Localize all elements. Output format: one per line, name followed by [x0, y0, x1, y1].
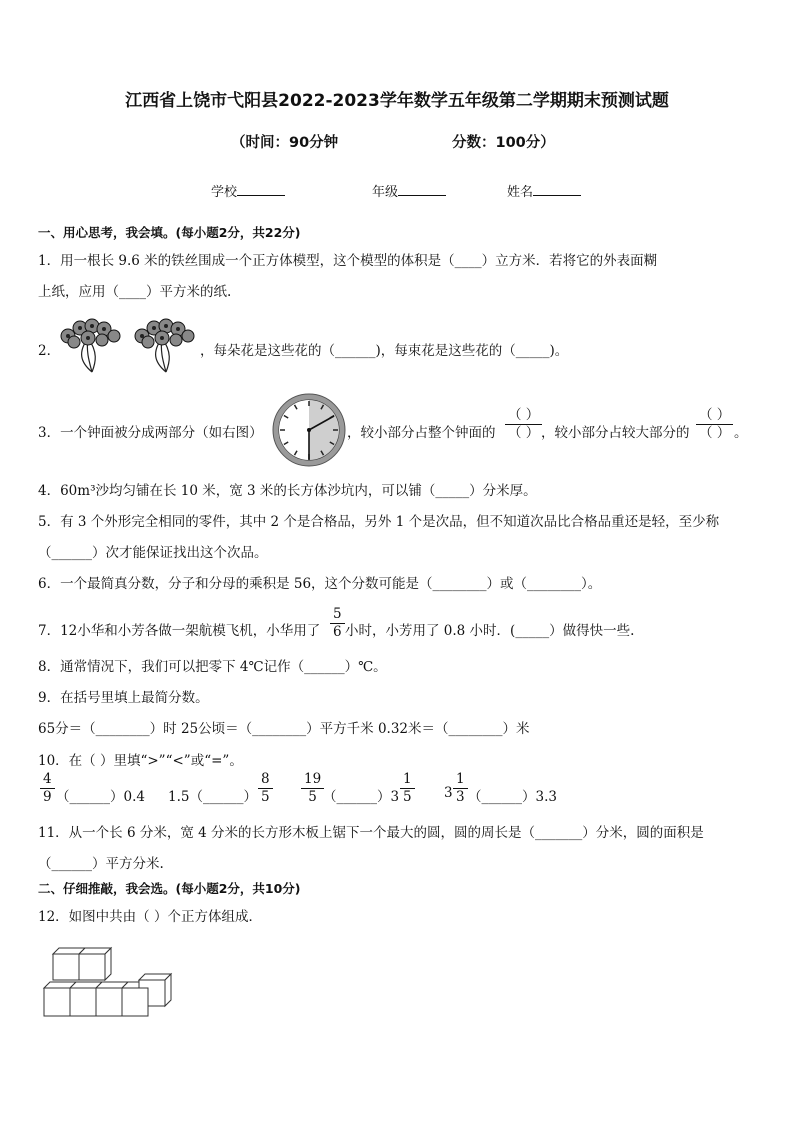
- question-9-items: 65分＝（________）时 25公顷＝（________）平方千米 0.32米＝（________）米: [38, 721, 530, 737]
- school-blank[interactable]: [237, 183, 285, 196]
- q10-b-left: 1.5（______）: [168, 789, 257, 805]
- question-11-line-2: （______）平方分米.: [38, 856, 164, 872]
- question-6: 6．一个最简真分数，分子和分母的乘积是 56，这个分数可能是（________）或（________）。: [38, 576, 602, 592]
- fraction-1-denominator[interactable]: （ ）: [508, 425, 540, 441]
- question-7-fraction: $\frac{5}{6}$: [328, 607, 347, 640]
- section-2-heading: 二、仔细推敲，我会选。(每小题2分，共10分): [38, 881, 301, 896]
- question-2-number: 2．: [38, 343, 61, 359]
- q10-d-fraction: $\frac{1}{3}$: [451, 772, 470, 805]
- exam-score: 分数：100分）: [452, 135, 555, 151]
- question-3-middle-2: ，较小部分占较大部分的: [541, 425, 690, 441]
- question-10: 10．在（ ）里填“>”“<”或“=”。: [38, 753, 243, 769]
- question-3-end: 。: [734, 425, 748, 441]
- q10-a-fraction: $\frac{4}{9}$: [38, 772, 57, 805]
- grade-field: [372, 181, 446, 200]
- question-2-text: ，每朵花是这些花的（______)，每束花是这些花的（_____)。: [200, 343, 569, 359]
- question-3-prefix: 3．一个钟面被分成两部分（如右图）: [38, 425, 263, 441]
- school-field: [211, 181, 285, 200]
- page-title: 江西省上饶市弋阳县2022-2023学年数学五年级第二学期期末预测试题: [125, 91, 669, 111]
- fraction-2-numerator[interactable]: （ ）: [699, 407, 731, 423]
- question-5-line-2: （______）次才能保证找出这个次品。: [38, 545, 268, 561]
- question-7-suffix: 小时，小芳用了 0.8 小时．(_____）做得快一些.: [345, 623, 635, 639]
- question-1-line-2: 上纸，应用（____）平方米的纸.: [38, 284, 232, 300]
- q10-a-rest: （______）0.4: [56, 789, 145, 805]
- cubes-figure: [42, 944, 182, 1018]
- clock-face-image: [271, 392, 347, 468]
- question-11-line-1: 11．从一个长 6 分米，宽 4 分米的长方形木板上锯下一个最大的圆，圆的周长是（_______）分米，圆的面积是: [38, 825, 704, 841]
- question-7-prefix: 7．12小华和小芳各做一架航模飞机，小华用了: [38, 623, 321, 639]
- question-3-fraction-1: [503, 408, 544, 441]
- flower-bouquets-image: [56, 316, 202, 374]
- q10-c-mixed-fraction: $\frac{1}{5}$: [398, 772, 417, 805]
- fraction-1-numerator[interactable]: （ ）: [508, 407, 540, 423]
- name-field: [507, 181, 581, 200]
- grade-label: 年级: [372, 185, 399, 200]
- question-8: 8．通常情况下，我们可以把零下 4℃记作（______）℃。: [38, 659, 387, 675]
- grade-blank[interactable]: [398, 183, 446, 196]
- section-1-heading: 一、用心思考，我会填。(每小题2分，共22分): [38, 225, 301, 240]
- exam-time: （时间：90分钟: [231, 135, 339, 151]
- question-4: 4．60m³沙均匀铺在长 10 米，宽 3 米的长方体沙坑内，可以铺（_____）分米厚。: [38, 483, 537, 499]
- question-9: 9．在括号里填上最简分数。: [38, 690, 209, 706]
- fraction-2-denominator[interactable]: （ ）: [699, 425, 731, 441]
- question-12: 12．如图中共由（ ）个正方体组成．: [38, 909, 262, 925]
- q10-d-rest: （______）3.3: [468, 789, 557, 805]
- school-label: 学校: [211, 185, 238, 200]
- q10-d-whole: 3: [444, 785, 453, 801]
- question-5-line-1: 5．有 3 个外形完全相同的零件，其中 2 个是合格品，另外 1 个是次品，但不知道次品比合格品重还是轻，至少称: [38, 514, 720, 530]
- name-label: 姓名: [507, 185, 534, 200]
- question-3-middle: ，较小部分占整个钟面的: [347, 425, 496, 441]
- name-blank[interactable]: [533, 183, 581, 196]
- question-3-fraction-2: [694, 408, 735, 441]
- q10-b-fraction: $\frac{8}{5}$: [256, 772, 275, 805]
- q10-c-fraction: $\frac{19}{5}$: [299, 772, 326, 805]
- question-1-line-1: 1．用一根长 9.6 米的铁丝围成一个正方体模型，这个模型的体积是（____）立方米．若将它的外表面糊: [38, 253, 658, 269]
- q10-c-mid: （______）3: [323, 789, 400, 805]
